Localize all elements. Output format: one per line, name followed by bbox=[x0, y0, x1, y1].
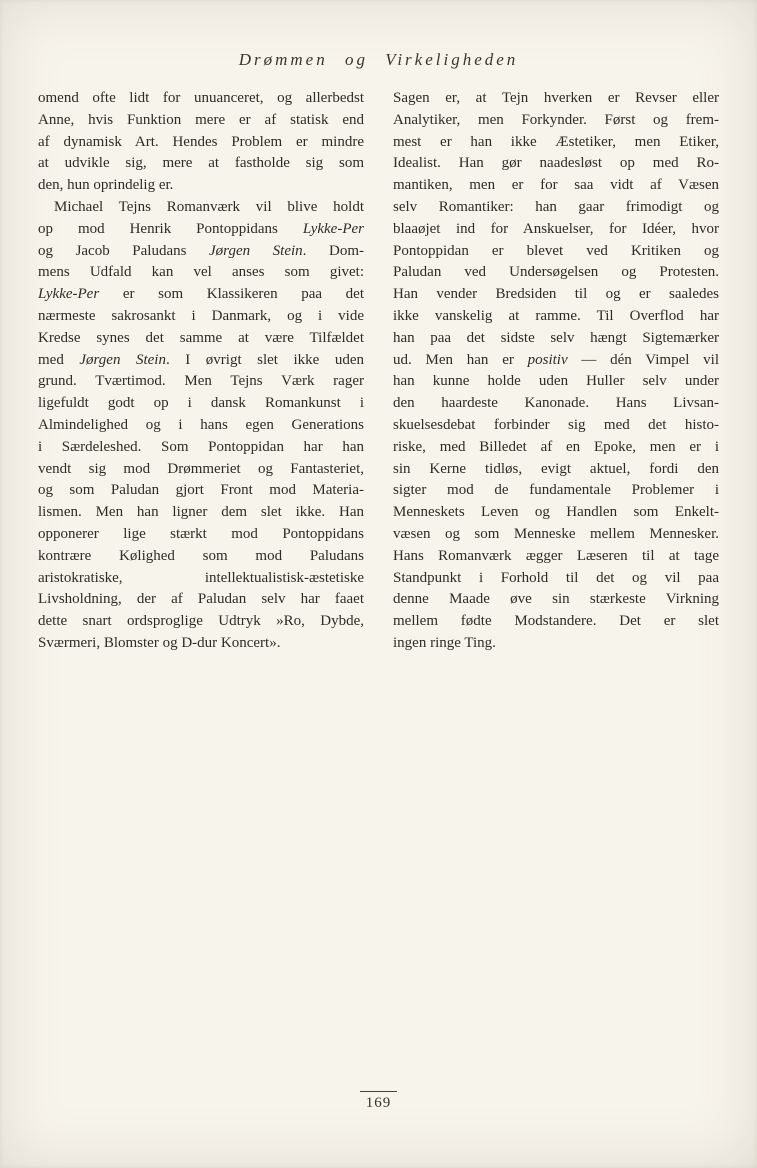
body-text: Menneskets Leven og Handlen som Enkelt- bbox=[393, 504, 719, 521]
text-line bbox=[38, 437, 364, 459]
body-text: Hans Romanværk ægger Læseren til at tage bbox=[393, 547, 719, 564]
text-line bbox=[393, 88, 719, 110]
text-line bbox=[38, 393, 364, 415]
body-text: han kunne holde uden Huller selv under bbox=[393, 373, 719, 390]
text-line bbox=[393, 589, 719, 611]
text-line bbox=[393, 262, 719, 284]
text-line bbox=[38, 459, 364, 481]
body-text: sigter mod de fundamentale Problemer i bbox=[393, 482, 719, 499]
right-column bbox=[393, 88, 719, 655]
page-number: 169 bbox=[360, 1091, 398, 1112]
text-line bbox=[38, 328, 364, 350]
body-text: skuelsesdebat forbinder sig med det histo- bbox=[393, 416, 719, 433]
body-text: ikke vanskelig at ramme. Til Overflod har bbox=[393, 307, 719, 324]
body-text: i Særdeleshed. Som Pontoppidan har han bbox=[38, 438, 364, 455]
body-text: ingen ringe Ting. bbox=[393, 634, 496, 651]
text-line bbox=[393, 502, 719, 524]
text-line bbox=[393, 197, 719, 219]
body-text: og som Paludan gjort Front mod Materia- bbox=[38, 482, 364, 499]
text-line bbox=[393, 110, 719, 132]
text-line bbox=[393, 219, 719, 241]
text-line bbox=[393, 415, 719, 437]
text-line bbox=[393, 132, 719, 154]
text-line bbox=[393, 241, 719, 263]
text-line bbox=[38, 350, 364, 372]
text-line bbox=[38, 524, 364, 546]
text-line bbox=[38, 219, 364, 241]
text-line bbox=[393, 393, 719, 415]
body-text: — dén Vimpel vil bbox=[567, 351, 719, 368]
body-text: sin Kerne tidløs, evigt aktuel, fordi den bbox=[393, 460, 719, 477]
running-head-title: Drømmen og Virkeligheden bbox=[238, 50, 519, 69]
text-line bbox=[393, 480, 719, 502]
body-text: kontrære Kølighed som mod Paludans bbox=[38, 547, 364, 564]
body-text: . I øvrigt slet ikke uden bbox=[165, 351, 364, 368]
body-text: ud. Men han er bbox=[393, 351, 528, 368]
paragraph bbox=[38, 88, 364, 197]
body-text: mest er han ikke Æstetiker, men Etiker, bbox=[393, 133, 719, 150]
page-footer bbox=[0, 1091, 757, 1112]
text-line bbox=[38, 546, 364, 568]
italic-text: Jørgen Stein bbox=[79, 351, 166, 368]
text-line bbox=[393, 437, 719, 459]
text-line bbox=[38, 284, 364, 306]
text-line bbox=[38, 371, 364, 393]
body-text: den haardeste Kanonade. Hans Livsan- bbox=[393, 395, 719, 412]
paragraph bbox=[38, 197, 364, 655]
text-line bbox=[393, 459, 719, 481]
left-column bbox=[38, 88, 364, 655]
body-text: han paa det sidste selv hængt Sigtemærker bbox=[393, 329, 719, 346]
text-line bbox=[38, 589, 364, 611]
text-line bbox=[38, 175, 364, 197]
text-line bbox=[393, 328, 719, 350]
body-text: Pontoppidan er blevet ved Kritiken og bbox=[393, 242, 719, 259]
body-text: Livsholdning, der af Paludan selv har faaet bbox=[38, 591, 364, 608]
text-line bbox=[393, 546, 719, 568]
body-text: opponerer lige stærkt mod Pontoppidans bbox=[38, 525, 364, 542]
text-line bbox=[38, 132, 364, 154]
text-line bbox=[38, 262, 364, 284]
body-text: Michael Tejns Romanværk vil blive holdt bbox=[54, 198, 364, 215]
text-line bbox=[38, 110, 364, 132]
text-line bbox=[393, 284, 719, 306]
text-line bbox=[38, 306, 364, 328]
text-line bbox=[393, 633, 719, 655]
body-text: Anne, hvis Funktion mere er af statisk end bbox=[38, 111, 364, 128]
text-line bbox=[38, 153, 364, 175]
italic-text: Lykke-Per bbox=[38, 286, 100, 303]
text-line bbox=[393, 524, 719, 546]
italic-text: Jørgen Stein bbox=[209, 242, 303, 259]
text-line bbox=[38, 241, 364, 263]
body-text: den, hun oprindelig er. bbox=[38, 177, 174, 194]
text-line bbox=[38, 480, 364, 502]
text-line bbox=[393, 175, 719, 197]
text-line bbox=[38, 568, 364, 590]
paragraph bbox=[393, 88, 719, 655]
body-text: Almindelighed og i hans egen Generations bbox=[38, 416, 364, 433]
body-text: selv Romantiker: han gaar frimodigt og bbox=[393, 198, 719, 215]
body-text: grund. Tværtimod. Men Tejns Værk rager bbox=[38, 373, 364, 390]
body-text: riske, med Billedet af en Epoke, men er i bbox=[393, 438, 719, 455]
body-text: Idealist. Han gør naadesløst op med Ro- bbox=[393, 155, 719, 172]
body-text: Han vender Bredsiden til og er saaledes bbox=[393, 286, 719, 303]
body-text: og Jacob Paludans bbox=[38, 242, 210, 259]
body-text: op mod Henrik Pontoppidans bbox=[38, 220, 303, 237]
body-text: lismen. Men han ligner dem slet ikke. Han bbox=[38, 504, 364, 521]
italic-text: positiv bbox=[527, 351, 568, 368]
italic-text: Lykke-Per bbox=[302, 220, 364, 237]
body-text: denne Maade øve sin stærkeste Virkning bbox=[393, 591, 719, 608]
body-text: dette snart ordsproglige Udtryk »Ro, Dybde, bbox=[38, 613, 364, 630]
body-text: med bbox=[38, 351, 80, 368]
body-text: blaaøjet ind for Anskuelser, for Idéer, hvor bbox=[393, 220, 719, 237]
text-line bbox=[393, 153, 719, 175]
text-line bbox=[38, 633, 364, 655]
body-text: mens Udfald kan vel anses som givet: bbox=[38, 264, 364, 281]
body-text: aristokratiske, intellektualistisk-æstetiske bbox=[38, 569, 364, 586]
body-text: ligefuldt godt op i dansk Romankunst i bbox=[38, 395, 364, 412]
body-text: Kredse synes det samme at være Tilfældet bbox=[38, 329, 364, 346]
body-text: Sværmeri, Blomster og D-dur Koncert». bbox=[38, 634, 281, 651]
body-text: mellem fødte Modstandere. Det er slet bbox=[393, 613, 719, 630]
body-text: at udvikle sig, mere at fastholde sig som bbox=[38, 155, 364, 172]
text-line bbox=[38, 611, 364, 633]
body-text: . Dom- bbox=[302, 242, 364, 259]
body-text: Sagen er, at Tejn hverken er Revser eller bbox=[393, 90, 719, 106]
text-line bbox=[393, 611, 719, 633]
body-text: væsen og som Menneske mellem Mennesker. bbox=[393, 525, 719, 542]
body-text: omend ofte lidt for unuanceret, og allerbedst bbox=[38, 90, 364, 106]
text-line bbox=[38, 502, 364, 524]
body-text: nærmeste sakrosankt i Danmark, og i vide bbox=[38, 307, 364, 324]
text-line bbox=[38, 88, 364, 110]
text-line bbox=[393, 568, 719, 590]
body-text: Paludan ved Undersøgelsen og Protesten. bbox=[393, 264, 719, 281]
text-line bbox=[393, 306, 719, 328]
text-line bbox=[38, 197, 364, 219]
text-columns bbox=[0, 88, 757, 655]
body-text: Analytiker, men Forkynder. Først og frem- bbox=[393, 111, 719, 128]
body-text: mantiken, men er for saa vidt af Væsen bbox=[393, 177, 719, 194]
body-text: Standpunkt i Forhold til det og vil paa bbox=[393, 569, 719, 586]
body-text: af dynamisk Art. Hendes Problem er mindre bbox=[38, 133, 364, 150]
text-line bbox=[393, 371, 719, 393]
text-line bbox=[38, 415, 364, 437]
text-line bbox=[393, 350, 719, 372]
body-text: er som Klassikeren paa det bbox=[99, 286, 364, 303]
body-text: vendt sig mod Drømmeriet og Fantasteriet, bbox=[38, 460, 364, 477]
